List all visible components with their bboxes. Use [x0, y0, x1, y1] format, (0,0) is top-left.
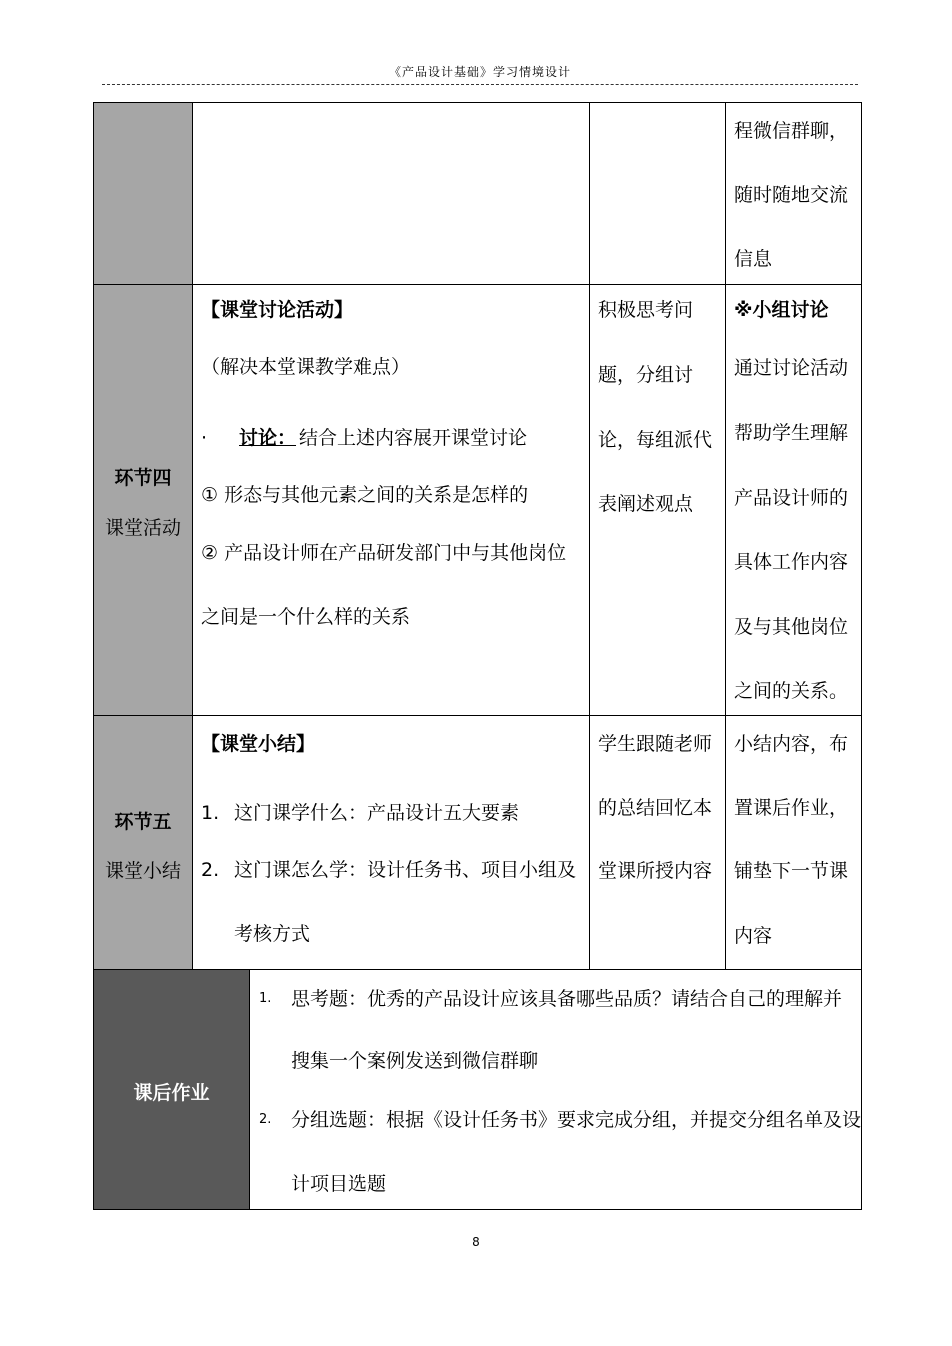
row4-method-line-4: 具体工作内容: [734, 551, 849, 573]
homework-divider: [249, 969, 250, 1210]
row5-item-1-text: 这门课学什么：产品设计五大要素: [234, 802, 520, 824]
row5-method-line-1: 小结内容，布: [734, 733, 849, 755]
row5-content-title: 【课堂小结】: [201, 733, 316, 755]
stage-cell-5: [94, 716, 192, 969]
row4-student-line-2: 题，分组讨: [598, 364, 694, 386]
row4-method-line-3: 产品设计师的: [734, 487, 849, 509]
table-border-left: [93, 102, 94, 1210]
row5-method-line-4: 内容: [734, 925, 773, 947]
table-border-right: [861, 102, 862, 1210]
homework-item-2-line-1: 分组选题：根据《设计任务书》要求完成分组，并提交分组名单及设: [291, 1109, 862, 1131]
row4-method-title: ※小组讨论: [734, 299, 829, 321]
page-number: 8: [472, 1235, 480, 1249]
stage-cell-top: [94, 103, 192, 284]
stage-4-sub: 课堂活动: [104, 517, 181, 539]
header-divider: [102, 84, 858, 85]
stage-5-name: 环节五: [114, 811, 172, 833]
row-divider-2: [93, 715, 862, 716]
row5-student-line-1: 学生跟随老师: [598, 733, 713, 755]
row4-method-line-6: 之间的关系。: [734, 680, 849, 702]
row-divider-3: [93, 969, 862, 970]
row4-content-sub: （解决本堂课教学难点）: [201, 356, 411, 378]
row5-student-line-2: 的总结回忆本: [598, 797, 713, 819]
row5-item-2-cont: 考核方式: [234, 923, 311, 945]
stage-cell-4: [94, 285, 192, 715]
homework-item-1-line-2: 搜集一个案例发送到微信群聊: [291, 1050, 539, 1072]
table-border-top: [93, 102, 862, 103]
homework-item-2-num: 2.: [259, 1112, 272, 1127]
row4-question-2: ② 产品设计师在产品研发部门中与其他岗位: [201, 542, 567, 564]
col-divider-3: [725, 102, 726, 970]
row-divider-1: [93, 284, 862, 285]
row4-student-line-3: 论，每组派代: [598, 429, 713, 451]
row4-question-2-cont: 之间是一个什么样的关系: [201, 606, 411, 628]
top-method-line-3: 信息: [734, 248, 773, 270]
stage-5-sub: 课堂小结: [104, 860, 181, 882]
row4-method-line-2: 帮助学生理解: [734, 422, 849, 444]
row4-discuss-text: 结合上述内容展开课堂讨论: [299, 427, 528, 449]
row4-question-1: ① 形态与其他元素之间的关系是怎样的: [201, 484, 529, 506]
row4-student-line-4: 表阐述观点: [598, 493, 694, 515]
row4-discuss-label: 讨论：: [239, 427, 297, 449]
row4-content-title: 【课堂讨论活动】: [201, 299, 354, 321]
col-divider-2: [589, 102, 590, 970]
row4-bullet: ·: [201, 427, 208, 449]
row5-item-2-num: 2.: [201, 859, 220, 881]
row4-method-line-1: 通过讨论活动: [734, 357, 849, 379]
homework-item-1-line-1: 思考题：优秀的产品设计应该具备哪些品质？请结合自己的理解并: [291, 988, 843, 1010]
homework-title: 课后作业: [133, 1082, 210, 1104]
homework-item-1-num: 1.: [259, 991, 272, 1006]
page-header: 《产品设计基础》学习情境设计: [388, 65, 571, 79]
row5-method-line-2: 置课后作业，: [734, 797, 849, 819]
table-border-bottom: [93, 1209, 862, 1210]
top-method-line-2: 随时随地交流: [734, 184, 849, 206]
homework-item-2-line-2: 计项目选题: [291, 1173, 387, 1195]
top-method-line-1: 程微信群聊，: [734, 120, 849, 142]
row5-item-2-text: 这门课怎么学：设计任务书、项目小组及: [234, 859, 577, 881]
row5-method-line-3: 铺垫下一节课: [734, 860, 849, 882]
row5-student-line-3: 堂课所授内容: [598, 860, 713, 882]
row4-student-line-1: 积极思考问: [598, 299, 694, 321]
stage-4-name: 环节四: [114, 467, 172, 489]
row4-method-line-5: 及与其他岗位: [734, 616, 849, 638]
row5-item-1-num: 1.: [201, 802, 220, 824]
col-divider-1: [192, 102, 193, 970]
